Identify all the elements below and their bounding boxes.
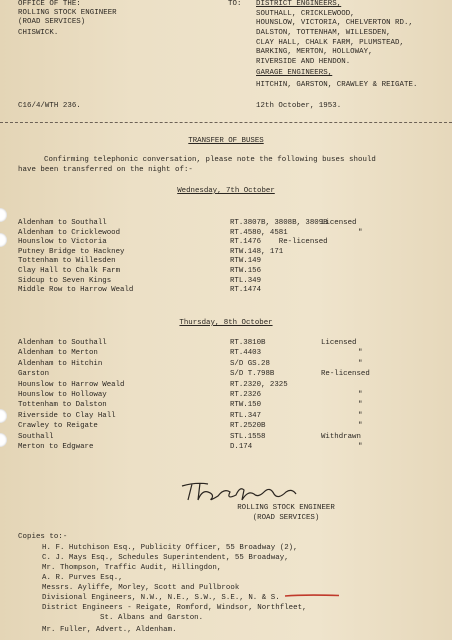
transfer-route: Aldenham to Hitchin [18,359,103,368]
transfer-buses: RT.4580, 4581 [230,228,288,237]
recipient-line: CLAY HALL, CHALK FARM, PLUMSTEAD, [256,39,405,47]
copy-recipient: C. J. Mays Esq., Schedules Superintendent, 55 Broadway, [42,554,289,562]
transfer-buses: RT.2326 [230,391,262,399]
transfer-row [18,248,448,257]
transfer-row [18,229,448,238]
transfer-buses: RTW.150 [230,401,262,410]
transfer-buses: RT.3810B [230,339,266,347]
transfer-route: Tottenham to Willesden [18,257,116,266]
transfer-route: Aldenham to Cricklewood [18,228,121,237]
red-pen-underline [284,594,340,597]
transfer-note: Withdrawn [321,432,361,441]
divider-rule [0,122,452,123]
transfer-row [18,443,448,452]
transfer-note: " [358,401,363,410]
transfer-route: Tottenham to Dalston [18,401,107,410]
transfer-note: " [358,359,363,368]
transfer-route: Aldenham to Merton [18,349,98,358]
transfer-route: Hounslow to Victoria [18,238,107,247]
recipient-line: DALSTON, TOTTENHAM, WILLESDEN, [256,29,391,37]
transfer-route: Clay Hall to Chalk Farm [18,267,121,275]
transfer-buses: RTW.149 [230,257,262,266]
transfer-row [18,422,448,431]
transfer-row [18,381,448,390]
transfer-note: " [358,422,363,431]
transfer-note: " [358,349,363,358]
recipient-line: HITCHIN, GARSTON, CRAWLEY & REIGATE. [256,81,418,89]
transfer-route: Hounslow to Harrow Weald [18,380,125,389]
transfer-note: " [358,411,363,420]
intro-line: Confirming telephonic conversation, please note the following buses should [44,156,376,164]
transfer-buses: RTL.349 [230,276,262,285]
copy-recipient: District Engineers - Reigate, Romford, Windsor, Northfleet, [42,604,307,612]
transfer-route: Sidcup to Seven Kings [18,276,112,285]
transfer-row [18,433,448,442]
transfer-route: Hounslow to Holloway [18,391,107,399]
transfer-route: Putney Bridge to Hackney [18,247,125,256]
recipient-line: GARAGE ENGINEERS, [256,69,333,77]
transfer-note: " [358,228,363,237]
transfer-buses: STL.1558 [230,432,266,441]
transfer-buses: RTL.347 [230,411,262,420]
transfer-route: Aldenham to Southall [18,339,107,347]
sender-line: CHISWICK. [18,29,59,37]
recipient-line: SOUTHALL, CRICKLEWOOD, [256,10,355,18]
to-label: TO: [228,0,242,8]
transfer-note: " [358,443,363,451]
copy-recipient: Mr. Thompson, Traffic Audit, Hillingdon, [42,564,222,572]
copies-label: Copies to:- [18,533,68,541]
transfer-buses: RTW.148, 171 [230,247,284,256]
section-heading-wednesday: Wednesday, 7th October [177,187,275,195]
transfer-buses: S/D GS.28 [230,359,270,368]
transfer-row [18,267,448,276]
transfer-buses: RT.1476 Re-licensed [230,238,328,247]
transfer-route: Aldenham to Southall [18,219,107,227]
transfer-row [18,238,448,247]
copy-recipient: A. R. Purves Esq., [42,574,123,582]
transfer-row [18,360,448,369]
transfer-row [18,391,448,400]
transfer-route: Middle Row to Harrow Weald [18,286,134,295]
transfer-buses: S/D T.798B [230,370,275,379]
sender-line: ROLLING STOCK ENGINEER [18,9,117,17]
transfer-buses: RT.1474 [230,286,262,295]
copy-recipient: Mr. Fuller, Advert., Aldenham. [42,626,177,634]
transfer-buses: RTW.156 [230,267,262,275]
signatory-subtitle: (ROAD SERVICES) [252,514,320,522]
reference-number: C16/4/WTH 236. [18,102,81,110]
transfer-route: Southall [18,432,54,441]
transfer-buses: D.174 [230,443,253,451]
transfer-buses: RT.3807B, 3808B, 3809B [230,219,328,227]
handwritten-signature [178,478,308,504]
transfer-buses: RT.2520B [230,422,266,431]
copy-recipient: Divisional Engineers, N.W., N.E., S.W., S.E., N. & S. [42,594,280,602]
transfer-row [18,339,448,348]
recipient-line: DISTRICT ENGINEERS, [256,0,342,8]
transfer-row [18,401,448,410]
letter-date: 12th October, 1953. [256,102,342,110]
transfer-route: Merton to Edgware [18,443,94,451]
sender-line: OFFICE OF THE: [18,0,81,8]
section-heading-thursday: Thursday, 8th October [179,319,273,327]
copy-recipient: H. F. Hutchison Esq., Publicity Officer, 55 Broadway (2), [42,544,298,552]
recipient-line: HOUNSLOW, VICTORIA, CHELVERTON RD., [256,19,413,27]
transfer-buses: RT.4403 [230,349,262,358]
transfer-row [18,257,448,266]
document-title: TRANSFER OF BUSES [188,137,264,145]
intro-line: have been transferred on the night of:- [18,166,193,174]
transfer-note: Licensed [321,339,357,347]
transfer-row [18,349,448,358]
transfer-route: Crawley to Reigate [18,422,98,431]
transfer-note: Licensed [321,219,357,227]
copy-recipient: Messrs. Ayliffe, Morley, Scott and Pullbrook [42,584,240,592]
recipient-line: BARKING, MERTON, HOLLOWAY, [256,48,373,56]
transfer-note: Re-licensed [321,370,370,379]
signatory-title: ROLLING STOCK ENGINEER [237,504,335,512]
transfer-row [18,412,448,421]
transfer-buses: RT.2320, 2325 [230,380,288,389]
transfer-row [18,286,448,295]
copy-recipient: St. Albans and Garston. [100,614,204,622]
transfer-route: Riverside to Clay Hall [18,411,116,420]
transfer-note: " [358,391,363,399]
transfer-row [18,219,448,228]
sender-line: (ROAD SERVICES) [18,18,86,26]
transfer-row [18,277,448,286]
recipient-line: RIVERSIDE AND HENDON. [256,58,351,66]
transfer-route: Garston [18,370,50,379]
transfer-row [18,370,448,379]
